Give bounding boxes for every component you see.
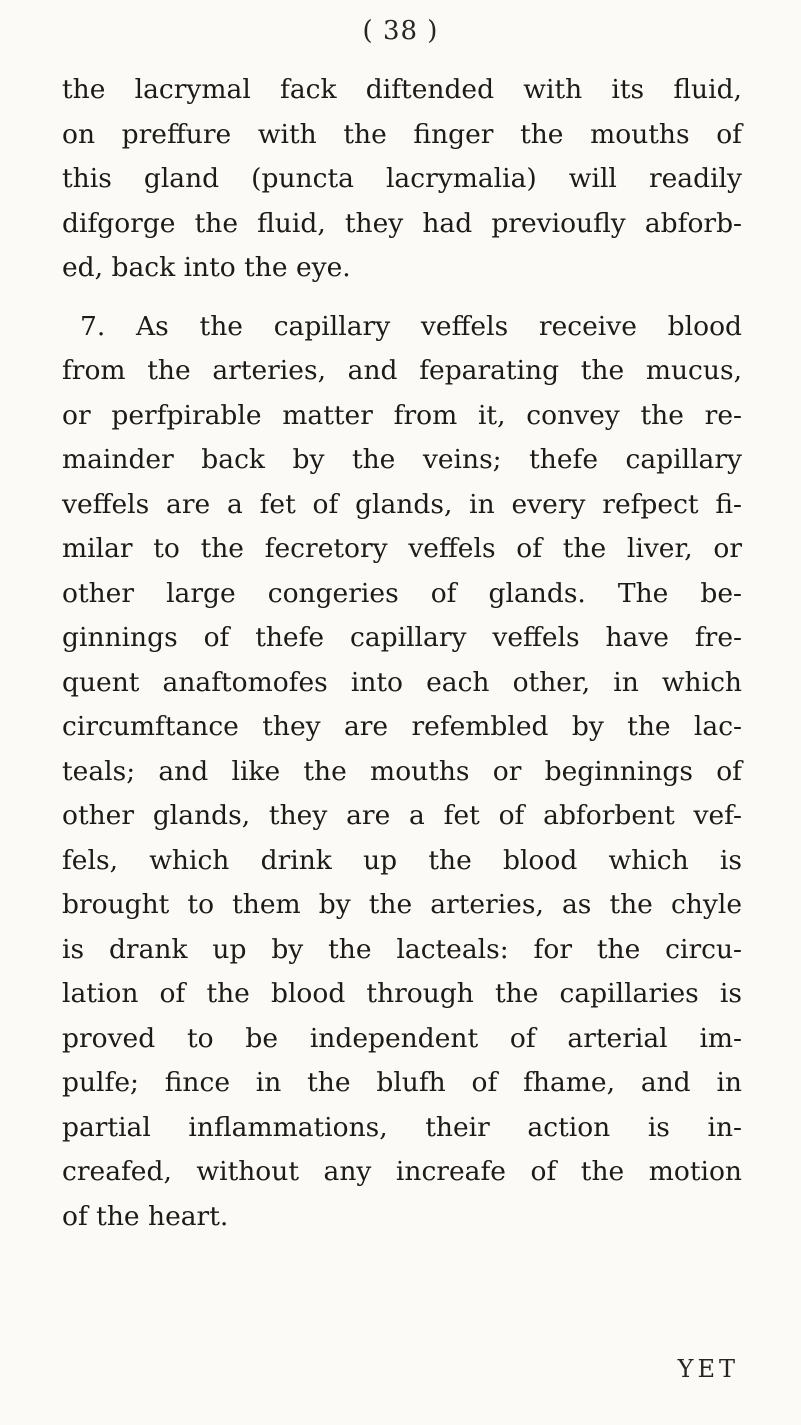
text-line: or perfpirable matter from it, convey the re- [62, 399, 742, 431]
text-line: difgorge the fluid, they had previoufly abforb- [62, 207, 742, 239]
text-line: teals; and like the mouths or beginnings of [62, 755, 742, 787]
text-line: other glands, they are a fet of abforbent vef- [62, 800, 742, 831]
text-line: ed, back into the eye. [62, 252, 351, 283]
text-line: proved to be independent of arterial im- [62, 1022, 742, 1054]
page-number: ( 38 ) [362, 16, 439, 46]
text-line: 7. As the capillary veffels receive blood [80, 310, 742, 342]
catchword: YET [677, 1355, 739, 1383]
paragraph-gap [62, 291, 742, 305]
text-line: quent anaftomofes into each other, in which [62, 666, 742, 698]
text-line: mainder back by the veins; thefe capillary [62, 444, 742, 475]
text-line: is drank up by the lacteals: for the circu- [62, 933, 742, 965]
text-line: the lacrymal fack diftended with its fluid, [62, 74, 742, 105]
text-line: lation of the blood through the capillaries is [62, 978, 742, 1009]
text-line: pulfe; fince in the blufh of fhame, and in [62, 1067, 742, 1098]
text-line: circumftance they are refembled by the lac- [62, 711, 742, 742]
text-line: fels, which drink up the blood which is [62, 844, 742, 876]
text-line: brought to them by the arteries, as the chyle [62, 889, 742, 920]
text-line: ginnings of thefe capillary veffels have fre- [62, 622, 742, 653]
text-line: of the heart. [62, 1200, 229, 1232]
text-line: veffels are a fet of glands, in every refpect fi- [62, 488, 742, 520]
body-text [62, 68, 742, 1239]
text-line: on preffure with the finger the mouths of [62, 118, 742, 150]
text-line: partial inflammations, their action is in- [62, 1111, 742, 1143]
text-line: from the arteries, and feparating the mucus, [62, 355, 742, 386]
text-line: creafed, without any increafe of the motion [62, 1156, 742, 1187]
text-line: milar to the fecretory veffels of the liver, or [62, 533, 742, 564]
text-line: this gland (puncta lacrymalia) will readily [62, 163, 742, 194]
text-line: other large congeries of glands. The be- [62, 577, 742, 609]
